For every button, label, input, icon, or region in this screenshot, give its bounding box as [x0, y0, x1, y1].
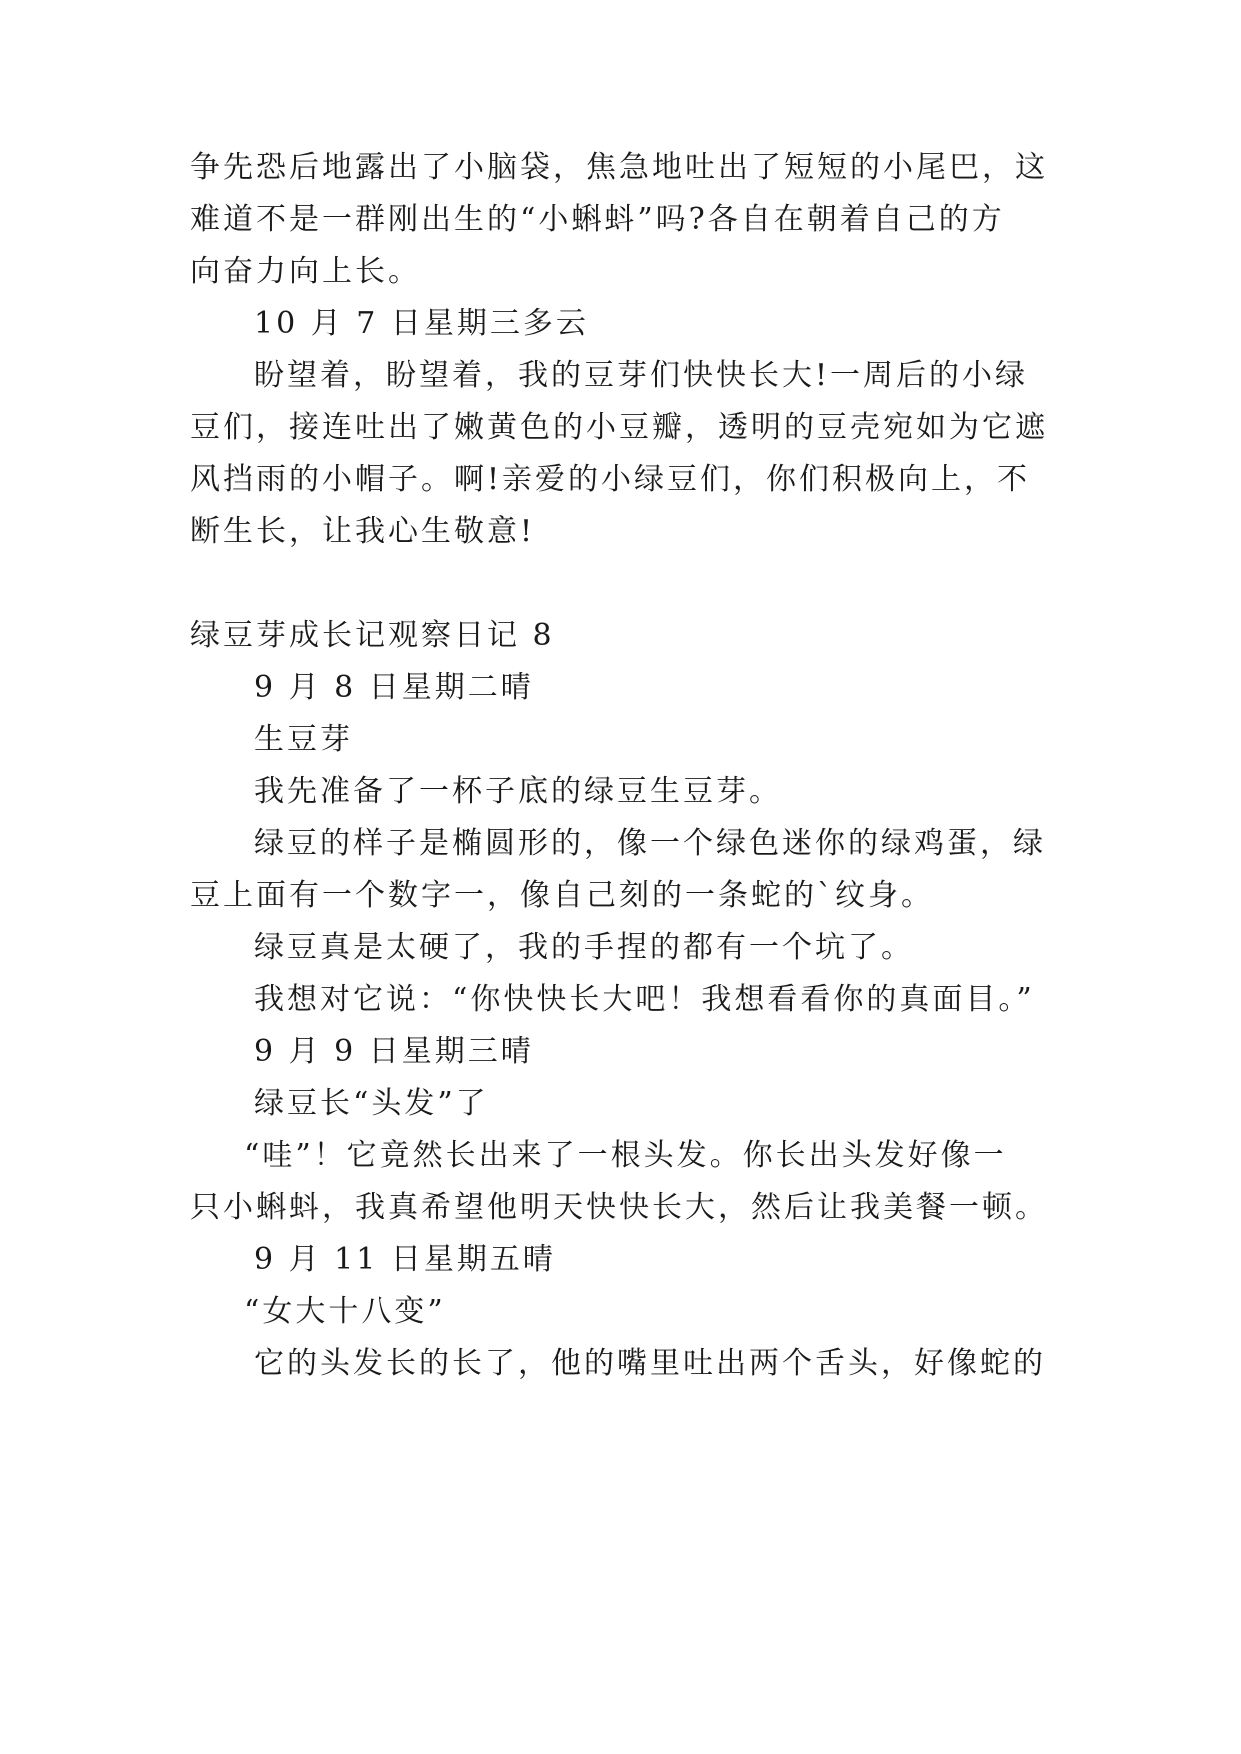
- paragraph-line: 绿豆真是太硬了，我的手捏的都有一个坑了。: [254, 930, 914, 965]
- paragraph-line: 盼望着，盼望着，我的豆芽们快快长大!一周后的小绿: [254, 358, 1029, 393]
- paragraph-line: 我先准备了一杯子底的绿豆生豆芽。: [254, 774, 782, 809]
- paragraph-line: 只小蝌蚪，我真希望他明天快快长大，然后让我美餐一顿。: [190, 1190, 1048, 1225]
- paragraph-line: 风挡雨的小帽子。啊!亲爱的小绿豆们，你们积极向上，不: [190, 462, 1031, 497]
- diary-date: 9 月 8 日星期二晴: [254, 670, 534, 705]
- diary-date: 9 月 9 日星期三晴: [254, 1034, 534, 1069]
- paragraph-line: 它的头发长的长了，他的嘴里吐出两个舌头，好像蛇的: [254, 1346, 1046, 1381]
- paragraph-line: 豆们，接连吐出了嫩黄色的小豆瓣，透明的豆壳宛如为它遮: [190, 410, 1048, 445]
- paragraph-line: 我想对它说：“你快快长大吧！我想看看你的真面目。”: [254, 982, 1035, 1017]
- entry-heading: 生豆芽: [254, 722, 353, 757]
- paragraph-line: “哇”！它竟然长出来了一根头发。你长出头发好像一: [244, 1138, 1007, 1173]
- paragraph-line: 向奋力向上长。: [190, 254, 421, 289]
- entry-heading: 绿豆长“头发”了: [254, 1086, 489, 1121]
- paragraph-line: 断生长，让我心生敬意!: [190, 514, 536, 549]
- section-title: 绿豆芽成长记观察日记 8: [190, 618, 555, 653]
- paragraph-line: 难道不是一群刚出生的“小蝌蚪”吗?各自在朝着自己的方: [190, 202, 1005, 237]
- paragraph-line: 绿豆的样子是椭圆形的，像一个绿色迷你的绿鸡蛋，绿: [254, 826, 1046, 861]
- diary-date: 10 月 7 日星期三多云: [254, 306, 589, 341]
- paragraph-line: 豆上面有一个数字一，像自己刻的一条蛇的`纹身。: [190, 878, 934, 913]
- entry-heading: “女大十八变”: [244, 1294, 446, 1329]
- diary-date: 9 月 11 日星期五晴: [254, 1242, 556, 1277]
- paragraph-line: 争先恐后地露出了小脑袋，焦急地吐出了短短的小尾巴，这: [190, 150, 1048, 185]
